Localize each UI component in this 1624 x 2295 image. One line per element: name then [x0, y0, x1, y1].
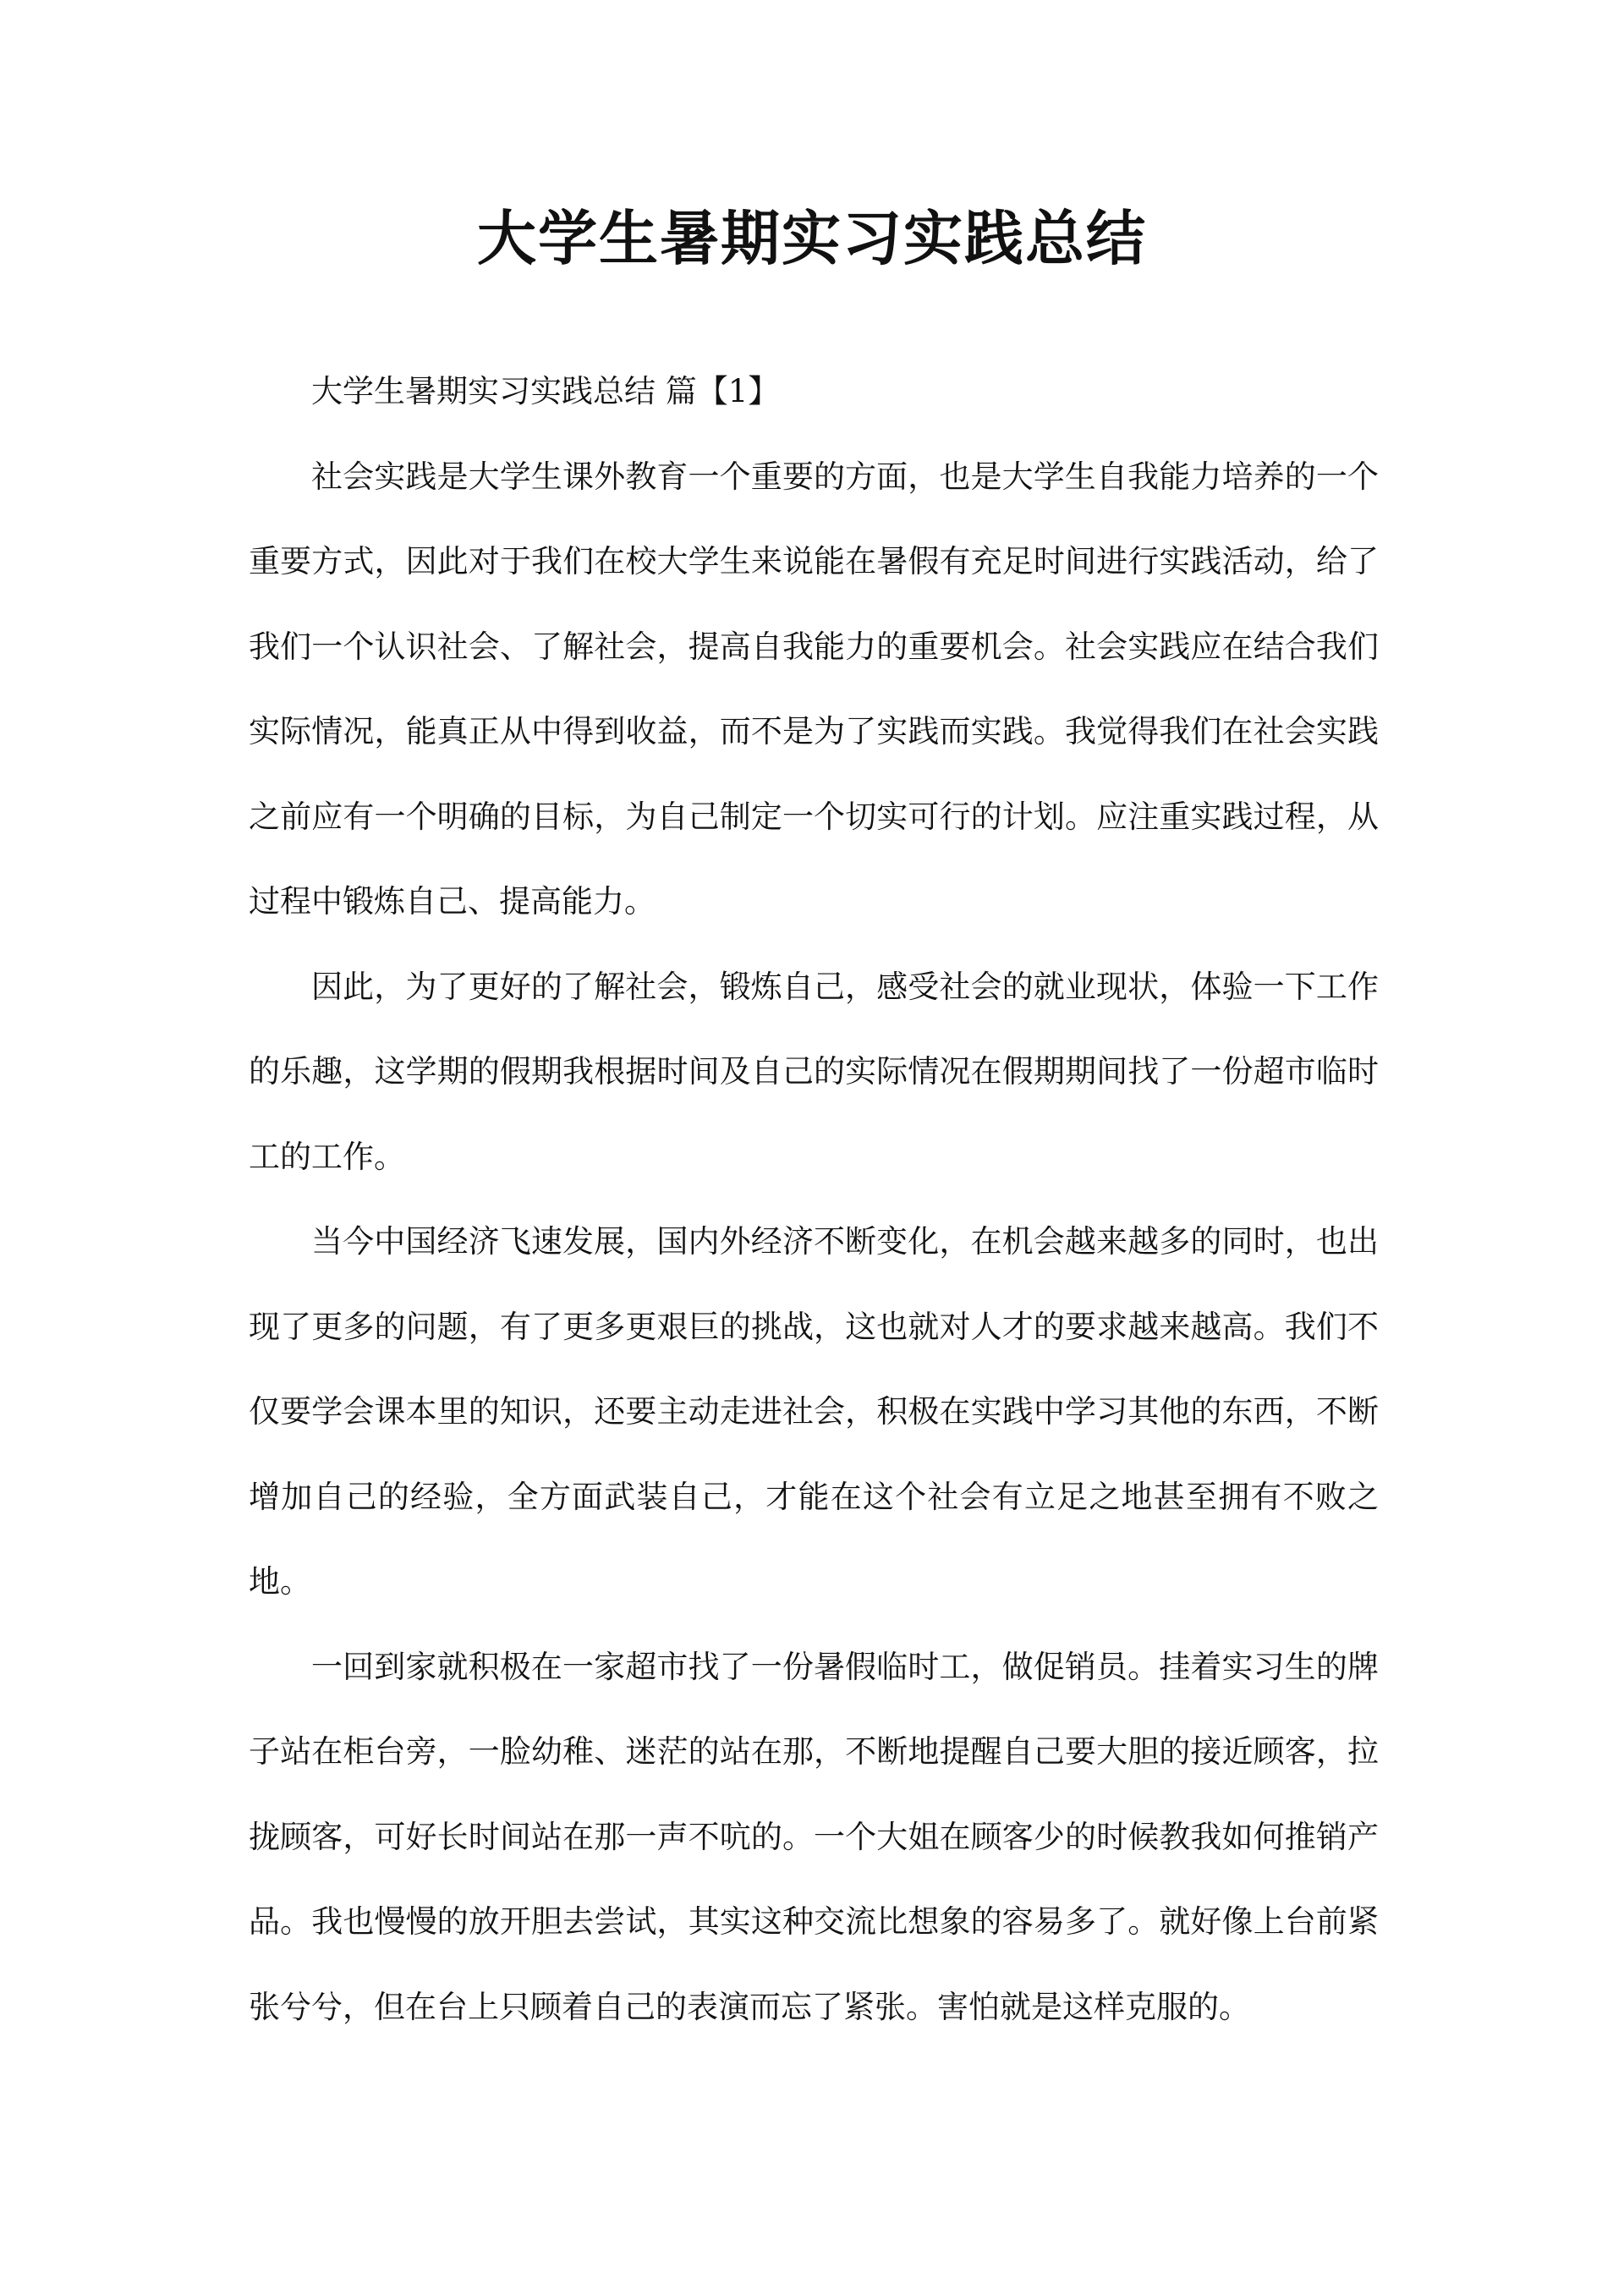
document-body — [249, 349, 1379, 2050]
document-title: 大学生暑期实习实践总结 — [477, 203, 1147, 273]
paragraph: 一回到家就积极在一家超市找了一份暑假临时工，做促销员。挂着实习生的牌子站在柜台旁，一脸幼稚、迷茫的站在那，不断地提醒自己要大胆的接近顾客，拉拢顾客，可好长时间站在那一声不吭的。一个大姐在顾客少的时候教我如何推销产品。我也慢慢的放开胆去尝试，其实这种交流比想象的容易多了。就好像上台前紧张兮兮，但在台上只顾着自己的表演而忘了紧张。害怕就是这样克服的。 — [249, 1648, 1379, 2025]
paragraph: 因此，为了更好的了解社会，锻炼自己，感受社会的就业现状，体验一下工作的乐趣，这学期的假期我根据时间及自己的实际情况在假期期间找了一份超市临时工的工作。 — [249, 968, 1379, 1175]
paragraph: 社会实践是大学生课外教育一个重要的方面，也是大学生自我能力培养的一个重要方式，因此对于我们在校大学生来说能在暑假有充足时间进行实践活动，给了我们一个认识社会、了解社会，提高自我能力的重要机会。社会实践应在结合我们实际情况，能真正从中得到收益，而不是为了实践而实践。我觉得我们在社会实践之前应有一个明确的目标，为自己制定一个切实可行的计划。应注重实践过程，从过程中锻炼自己、提高能力。 — [249, 458, 1379, 920]
paragraph: 当今中国经济飞速发展，国内外经济不断变化，在机会越来越多的同时，也出现了更多的问题，有了更多更艰巨的挑战，这也就对人才的要求越来越高。我们不仅要学会课本里的知识，还要主动走进社会，积极在实践中学习其他的东西，不断增加自己的经验，全方面武装自己，才能在这个社会有立足之地甚至拥有不败之地。 — [249, 1223, 1379, 1600]
section-heading: 大学生暑期实习实践总结 篇【1】 — [311, 373, 780, 409]
